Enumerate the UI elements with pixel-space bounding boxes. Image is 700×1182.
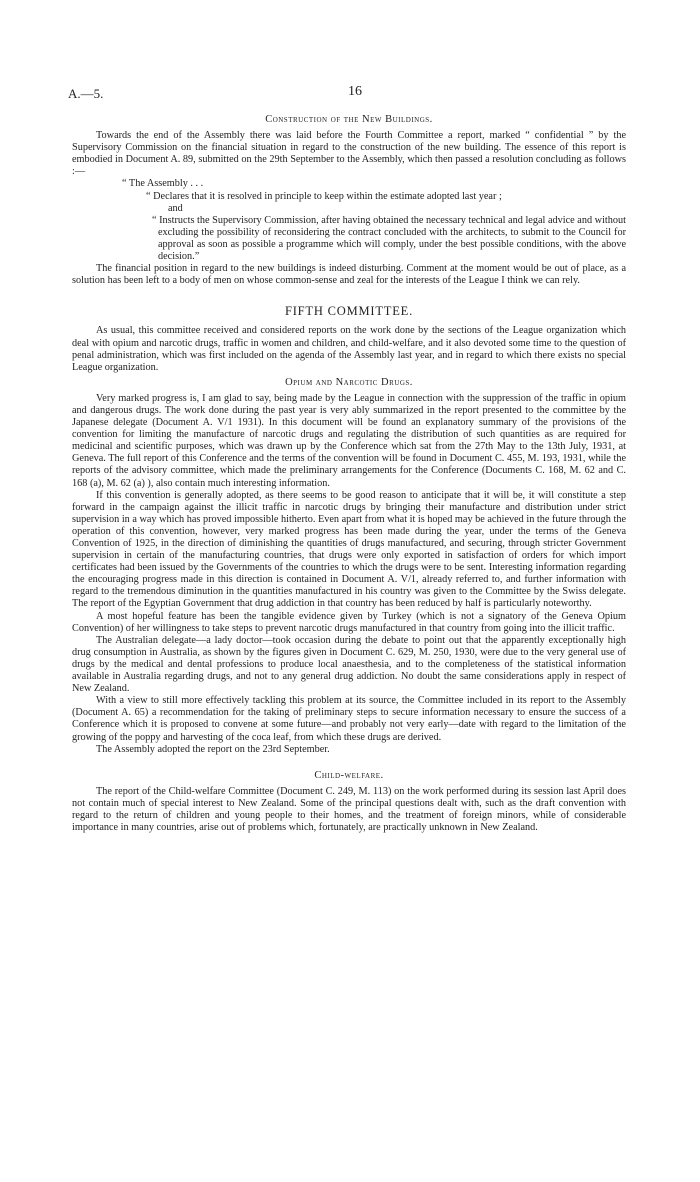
- paragraph-opium-2: If this convention is generally adopted, as there seems to be good reason to anticipate that it will be, it will constitute a step forward in the campaign against the illicit traffic in narcotic drugs by bringing their manufacture and distribution under strict supervision in a way which has proved impossible hitherto. Even apart from what it is hoped may be achieved in the future through the operation of this convention, however, very marked progress has been made during the year, under the terms of the Geneva Convention of 1925, in the direction of diminishing the quantities of drugs manufactured, and securing, through stricter Government supervision in certain of the manufacturing countries, that drugs were only exported in satisfaction of orders for which import certificates had been issued by the Governments of the countries to which the drugs were to be sent. Interesting information regarding the encouraging progress made in this direction is contained in Document A. V/1, already referred to, and further information with regard to the tremendous diminution in the quantities manufactured in his country was given to the Committee by the Swiss delegate. The report of the Egyptian Government that drug addiction in that country has been reduced by half is particularly noteworthy.: [72, 489, 626, 610]
- paragraph-buildings-2: The financial position in regard to the new buildings is indeed disturbing. Comment at the moment would be out of place, as a solution has been left to a body of men on whose common-sense and zeal for the interests of the League I think we can rely.: [72, 263, 626, 287]
- heading-child-welfare: Child-welfare.: [314, 769, 384, 781]
- quote-declares: “ Declares that it is resolved in principle to keep within the estimate adopted last year ;: [146, 190, 502, 202]
- document-reference: A.—5.: [68, 86, 104, 101]
- quote-and: and: [168, 202, 183, 214]
- page-body: [72, 86, 626, 834]
- paragraph-opium-3: A most hopeful feature has been the tangible evidence given by Turkey (which is not a signatory of the Geneva Opium Convention) of her willingness to take steps to prevent narcotic drugs manufactured in that country from going into the illicit traffic.: [72, 610, 626, 634]
- heading-fifth-committee: FIFTH COMMITTEE.: [284, 304, 414, 319]
- paragraph-opium-4: The Australian delegate—a lady doctor—took occasion during the debate to point out that the apparently exceptionally high drug consumption in Australia, as shown by the figures given in Document C. 629, M. 250, 1930, were due to the very general use of drugs by the medical and dental professions to produce local anaesthesia, and to the completeness of the statistical information available in Australia regarding drugs, and not to any general drug addiction. No doubt the same considerations apply in respect of New Zealand.: [72, 634, 626, 695]
- quote-instructs: “ Instructs the Supervisory Commission, after having obtained the necessary technical and legal advice and without excluding the possibility of reconsidering the contract concluded with the architects, to submit to the Council for approval as soon as possible a programme which will comply, under the best possible conditions, with the above decision.”: [152, 214, 626, 263]
- paragraph-fifth-1: As usual, this committee received and considered reports on the work done by the sections of the League organization which deal with opium and narcotic drugs, traffic in women and children, and child-welfare, and it also devoted some time to the question of penal administration, which was first included on the agenda of the Assembly last year, and in regard to which there exists no special League organization.: [72, 325, 626, 373]
- paragraph-opium-5: With a view to still more effectively tackling this problem at its source, the Committee included in its report to the Assembly (Document A. 65) a recommendation for the taking of preliminary steps to secure information necessary to ensure the success of a Conference which it is proposed to convene at some future—and probably not very early—date with regard to the limitation of the growing of the poppy and harvesting of the coca leaf, from which these drugs are derived.: [72, 695, 626, 743]
- quote-assembly: “ The Assembly . . .: [122, 178, 204, 190]
- page-number: 16: [348, 84, 362, 99]
- paragraph-child-1: The report of the Child-welfare Committee (Document C. 249, M. 113) on the work performed during its session last April does not contain much of special interest to New Zealand. Some of the principal questions dealt with, such as the draft convention with regard to the return of children and young people to their homes, and the treatment of foreign minors, while of considerable importance in many countries, arise out of problems which, fortunately, are practically unknown in New Zealand.: [72, 785, 626, 834]
- paragraph-buildings-1: Towards the end of the Assembly there was laid before the Fourth Committee a report, marked “ confidential ” by the Supervisory Commission on the financial situation in regard to the construction of the new building. The essence of this report is embodied in Document A. 89, submitted on the 29th September to the Assembly, which then passed a resolution concluding as follows :—: [72, 130, 626, 178]
- heading-opium: Opium and Narcotic Drugs.: [285, 376, 413, 388]
- paragraph-opium-1: Very marked progress is, I am glad to say, being made by the League in connection with the suppression of the traffic in opium and dangerous drugs. The work done during the past year is very ably summarized in the report presented to the committee by the Japanese delegate (Document A. V/1 1931). In this document will be found an explanatory summary of the provisions of the convention for limiting the manufacture of narcotic drugs and regulating the distribution of such quantities as are required for medicinal and scientific purposes, which was drawn up by the Conference which sat from the 27th May to the 13th July, 1931, at Geneva. The full report of this Conference and the terms of the convention will be found in Document C. 455, M. 193, 1931, while the reports of the advisory committee, which made the preliminary arrangements for the Conference (Documents C. 168, M. 62 and C. 168 (a), M. 62 (a) ), also contain much interesting information.: [72, 392, 626, 489]
- heading-new-buildings: Construction of the New Buildings.: [265, 114, 433, 125]
- paragraph-opium-6: The Assembly adopted the report on the 23rd September.: [96, 743, 330, 755]
